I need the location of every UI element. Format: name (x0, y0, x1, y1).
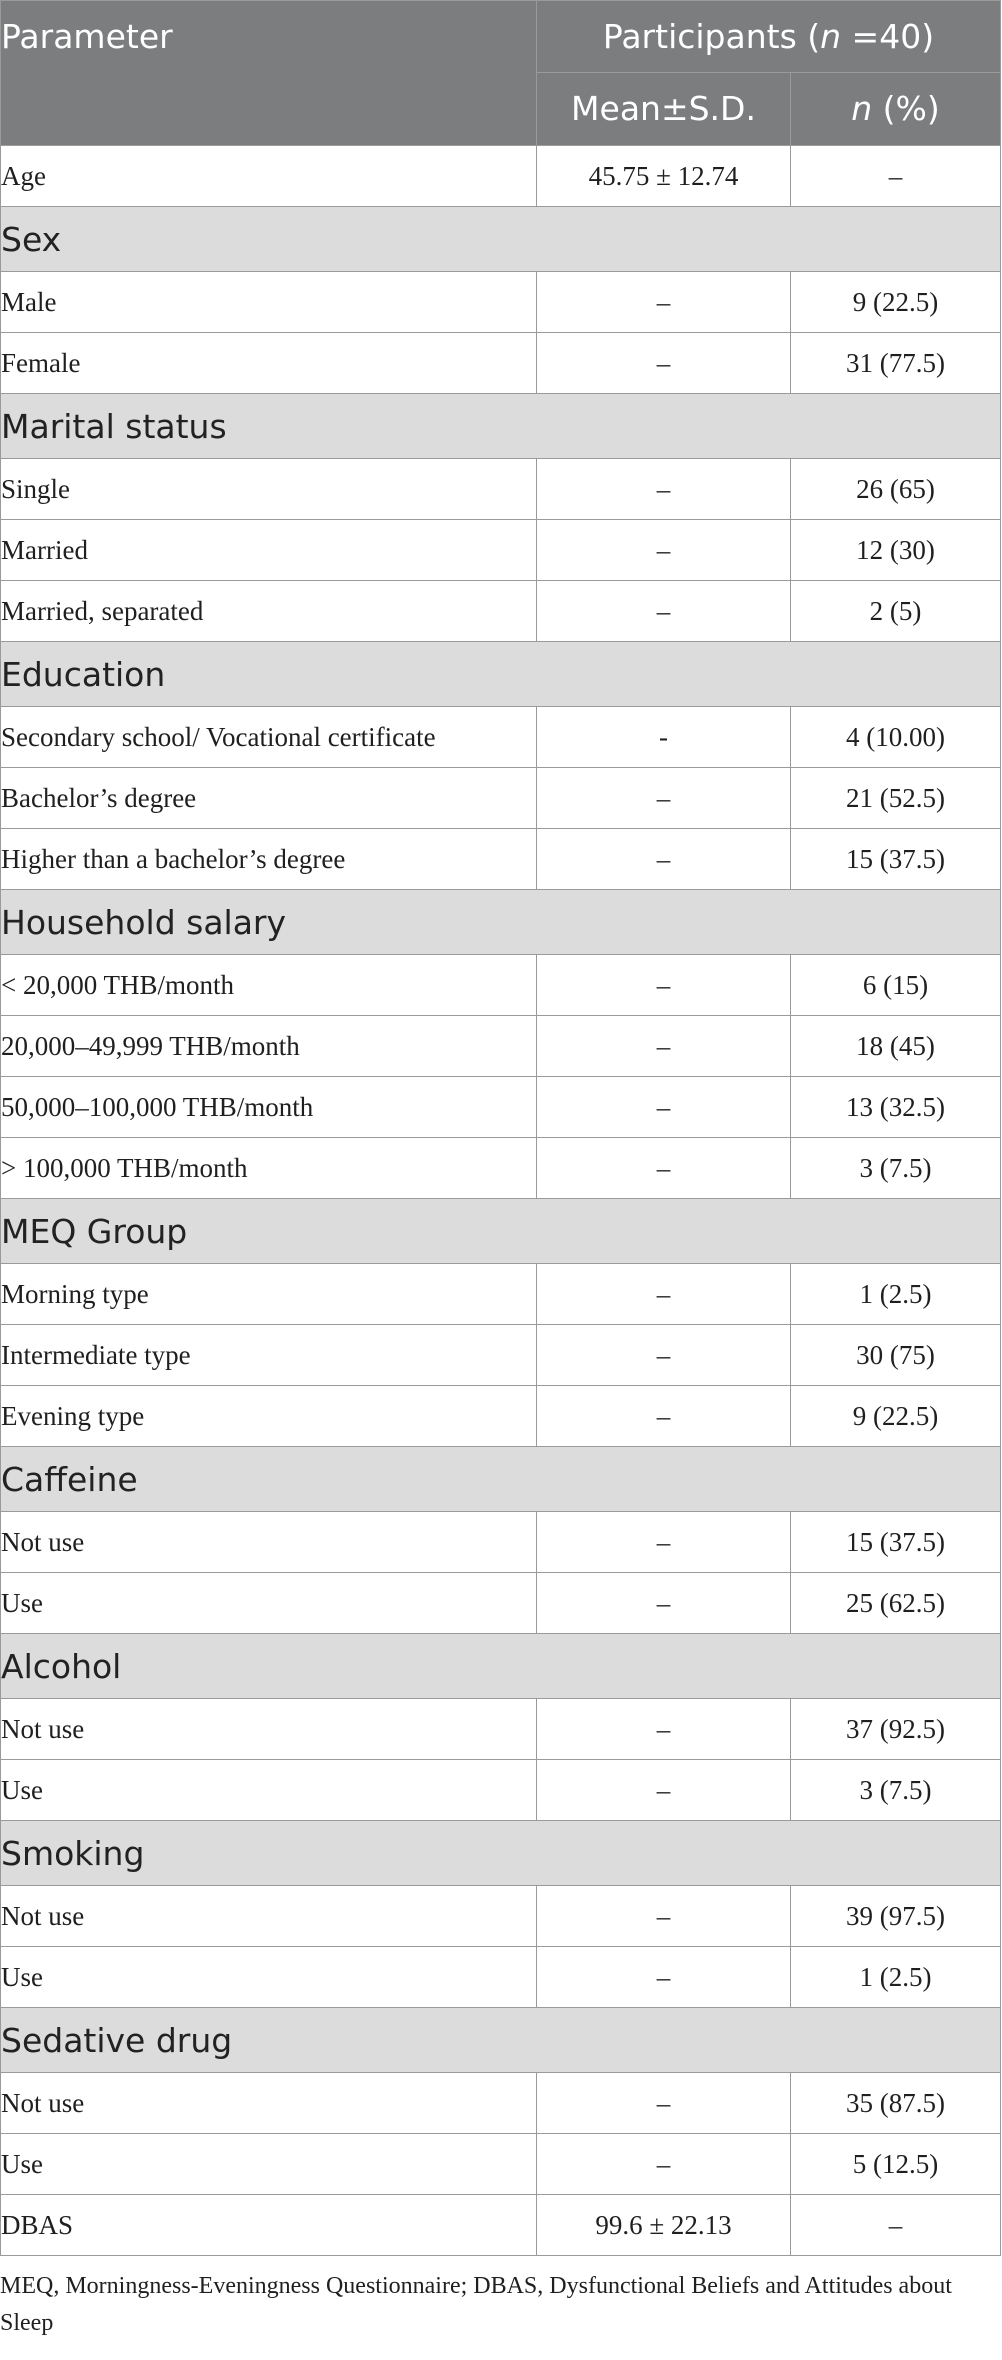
row-label: Age (1, 146, 537, 207)
row-mean: – (537, 2073, 791, 2134)
row-label: Intermediate type (1, 1325, 537, 1386)
row-n: 4 (10.00) (791, 707, 1001, 768)
row-n: 5 (12.5) (791, 2134, 1001, 2195)
row-label: Bachelor’s degree (1, 768, 537, 829)
row-mean: - (537, 707, 791, 768)
table-footnote: MEQ, Morningness-Eveningness Questionnaire; DBAS, Dysfunctional Beliefs and Attitudes about Sleep (0, 2273, 952, 2336)
section-title: Caffeine (1, 1447, 1001, 1512)
row-n: 15 (37.5) (791, 1512, 1001, 1573)
table-row-dbas (1, 2195, 1001, 2256)
row-n: 39 (97.5) (791, 1886, 1001, 1947)
table-row (1, 1386, 1001, 1447)
row-label: Married (1, 520, 537, 581)
section-title: Alcohol (1, 1634, 1001, 1699)
row-mean: – (537, 955, 791, 1016)
row-label: 50,000–100,000 THB/month (1, 1077, 537, 1138)
row-mean: – (537, 2134, 791, 2195)
table-row (1, 955, 1001, 1016)
row-label: Married, separated (1, 581, 537, 642)
row-label: Secondary school/ Vocational certificate (1, 707, 537, 768)
row-label: Not use (1, 1699, 537, 1760)
row-mean: – (537, 1512, 791, 1573)
section-title: Household salary (1, 890, 1001, 955)
row-n: 31 (77.5) (791, 333, 1001, 394)
row-n: 3 (7.5) (791, 1138, 1001, 1199)
table-row (1, 829, 1001, 890)
row-n: 13 (32.5) (791, 1077, 1001, 1138)
row-label: Morning type (1, 1264, 537, 1325)
table-row (1, 1699, 1001, 1760)
table-row (1, 581, 1001, 642)
row-mean: – (537, 1386, 791, 1447)
row-mean: – (537, 581, 791, 642)
row-mean: – (537, 1077, 791, 1138)
section-title: Sedative drug (1, 2008, 1001, 2073)
table-row (1, 1325, 1001, 1386)
row-label: Use (1, 1947, 537, 2008)
n-percent-header-n: n (851, 89, 873, 128)
participants-header-prefix: Participants ( (602, 17, 821, 56)
table-row (1, 1077, 1001, 1138)
row-mean: – (537, 1264, 791, 1325)
table-row (1, 2073, 1001, 2134)
section-header-row (1, 1821, 1001, 1886)
row-label: Not use (1, 1512, 537, 1573)
row-n: 26 (65) (791, 459, 1001, 520)
table-row (1, 459, 1001, 520)
row-label: Evening type (1, 1386, 537, 1447)
row-label: < 20,000 THB/month (1, 955, 537, 1016)
mean-sd-header: Mean±S.D. (537, 73, 791, 146)
participants-header-suffix: =40) (841, 17, 935, 56)
table-row (1, 1886, 1001, 1947)
section-header-row (1, 890, 1001, 955)
row-mean: – (537, 1699, 791, 1760)
row-mean: – (537, 829, 791, 890)
table-row (1, 707, 1001, 768)
row-n: 9 (22.5) (791, 272, 1001, 333)
section-title: MEQ Group (1, 1199, 1001, 1264)
participants-header (537, 1, 1001, 73)
table-row (1, 768, 1001, 829)
row-label: Single (1, 459, 537, 520)
row-n: 1 (2.5) (791, 1264, 1001, 1325)
section-header-row (1, 2008, 1001, 2073)
table-row (1, 520, 1001, 581)
row-label: DBAS (1, 2195, 537, 2256)
row-n: 6 (15) (791, 955, 1001, 1016)
row-mean: – (537, 333, 791, 394)
row-mean: – (537, 1138, 791, 1199)
row-mean: – (537, 1573, 791, 1634)
table-row (1, 1264, 1001, 1325)
section-header-row (1, 207, 1001, 272)
section-header-row (1, 1634, 1001, 1699)
parameter-header: Parameter (1, 1, 537, 146)
row-n: 25 (62.5) (791, 1573, 1001, 1634)
row-n: 1 (2.5) (791, 1947, 1001, 2008)
row-n: 2 (5) (791, 581, 1001, 642)
section-header-row (1, 394, 1001, 459)
row-label: Male (1, 272, 537, 333)
section-title: Marital status (1, 394, 1001, 459)
row-mean: – (537, 1325, 791, 1386)
row-label: Not use (1, 1886, 537, 1947)
row-n: 21 (52.5) (791, 768, 1001, 829)
row-mean: – (537, 1760, 791, 1821)
row-mean: – (537, 459, 791, 520)
table-row (1, 1760, 1001, 1821)
row-label: Higher than a bachelor’s degree (1, 829, 537, 890)
row-label: Female (1, 333, 537, 394)
row-n: 3 (7.5) (791, 1760, 1001, 1821)
table-row (1, 2134, 1001, 2195)
row-n: 18 (45) (791, 1016, 1001, 1077)
row-mean: – (537, 1886, 791, 1947)
table-row (1, 1573, 1001, 1634)
row-mean: – (537, 1947, 791, 2008)
row-label: Use (1, 1760, 537, 1821)
row-label: Use (1, 2134, 537, 2195)
n-percent-header (791, 73, 1001, 146)
row-n: 35 (87.5) (791, 2073, 1001, 2134)
table-row (1, 1016, 1001, 1077)
section-title: Smoking (1, 1821, 1001, 1886)
row-n: 9 (22.5) (791, 1386, 1001, 1447)
row-label: 20,000–49,999 THB/month (1, 1016, 537, 1077)
row-mean: – (537, 1016, 791, 1077)
section-title: Sex (1, 207, 1001, 272)
section-header-row (1, 642, 1001, 707)
row-mean: – (537, 272, 791, 333)
table-row (1, 1138, 1001, 1199)
row-n: – (791, 2195, 1001, 2256)
row-label: > 100,000 THB/month (1, 1138, 537, 1199)
row-mean: – (537, 768, 791, 829)
row-mean: 45.75 ± 12.74 (537, 146, 791, 207)
table-row (1, 1947, 1001, 2008)
table-row-age (1, 146, 1001, 207)
n-percent-header-pct: (%) (872, 89, 940, 128)
table-row (1, 272, 1001, 333)
section-title: Education (1, 642, 1001, 707)
row-n: 37 (92.5) (791, 1699, 1001, 1760)
row-n: – (791, 146, 1001, 207)
section-header-row (1, 1447, 1001, 1512)
row-label: Use (1, 1573, 537, 1634)
table-row (1, 333, 1001, 394)
row-mean: – (537, 520, 791, 581)
row-n: 30 (75) (791, 1325, 1001, 1386)
table-row (1, 1512, 1001, 1573)
participants-header-n: n (820, 17, 842, 56)
row-n: 15 (37.5) (791, 829, 1001, 890)
row-n: 12 (30) (791, 520, 1001, 581)
row-mean: 99.6 ± 22.13 (537, 2195, 791, 2256)
row-label: Not use (1, 2073, 537, 2134)
table-body (1, 146, 1001, 2256)
section-header-row (1, 1199, 1001, 1264)
